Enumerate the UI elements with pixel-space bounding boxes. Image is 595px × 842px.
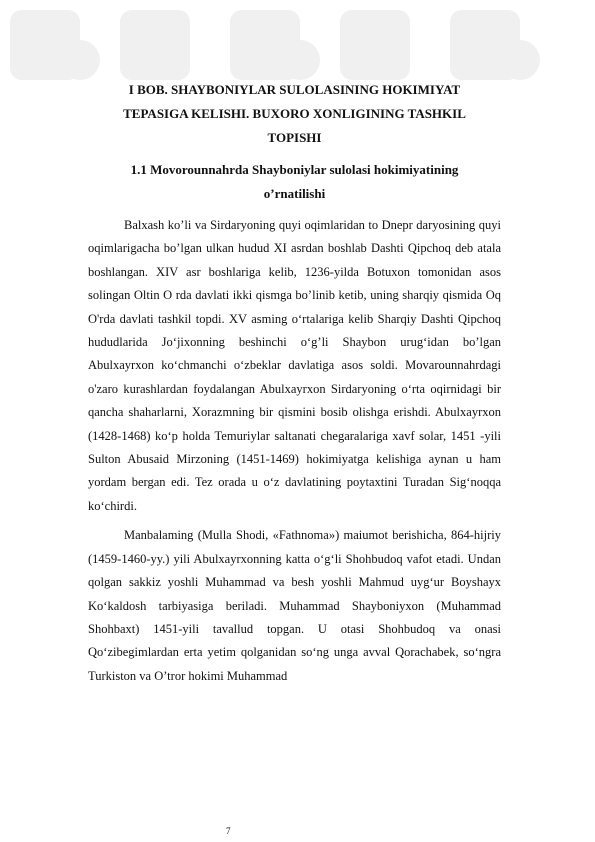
chapter-title-line2: TEPASIGA KELISHI. BUXORO XONLIGINING TASHKIL <box>123 106 466 121</box>
chapter-title-line1: I BOB. SHAYBONIYLAR SULOLASINING HOKIMIYAT <box>128 82 461 97</box>
document-page <box>88 78 501 694</box>
section-title <box>88 158 501 206</box>
chapter-title <box>88 78 501 150</box>
chapter-title-line3: TOPISHI <box>267 130 322 145</box>
section-title-line1: 1.1 Movorounnahrda Shayboniylar sulolasi hokimiyatining <box>130 162 459 177</box>
page-number: 7 <box>226 826 231 836</box>
section-title-line2: o’rnatilishi <box>263 186 326 201</box>
body-paragraph-2: Manbalaming (Mulla Shodi, «Fathnoma») maiumot berishicha, 864-hijriy (1459-1460-yy.) yili Abulxayrxonning katta o‘g‘li Shohbudoq vafot etadi. Undan qolgan sakkiz yoshli Muhammad va besh yoshli Mahmud uyg‘ur Boyshayx Ko‘kaldosh tarbiyasiga beriladi. Muhammad Shayboniyxon (Muhammad Shohbaxt) 1451-yili tavallud topgan. U otasi Shohbudoq va onasi Qo‘zibegimlardan erta yetim qolganidan so‘ng unga avval Qorachabek, so‘ngra Turkiston va O’tror hokimi Muhammad <box>88 528 501 683</box>
body-paragraph-1: Balxash ko’li va Sirdaryoning quyi oqimlaridan to Dnepr daryosining quyi oqimlarigacha bo’lgan ulkan hudud XI asrdan boshlab Dashti Qipchoq deb atala boshlangan. XIV asr boshlariga kelib, 1236-yilda Botuxon tomonidan asos solingan Oltin O rda davlati ikki qismga bo’linib ketib, uning sharqiy qismida Oq O'rda davlati tashkil topdi. XV asming o‘rtalariga kelib Sharqiy Dashti Qipchoq hududlarida Jo‘jixonning beshinchi o‘g’li Shaybon urug‘idan bo’lgan Abulxayrxon ko‘chmanchi o‘zbeklar davlatiga asos soldi. Movarounnahrdagi o'zaro kurashlardan foydalangan Abulxayrxon Sirdaryoning o‘rta oqirnidagi bir qancha shaharlarni, Xorazmning bir qismini bosib olishga erishdi. Abulxayrxon (1428-1468) ko‘p holda Temuriylar saltanati chegaralariga xavf solar, 1451 -yili Sulton Abusaid Mirzoning (1451-1469) hokimiyatga kelishiga aynan u ham yordam bergan edi. Tez orada u o‘z davlatining poytaxtini Turadan Sig‘noqqa ko‘chirdi. <box>88 218 501 513</box>
